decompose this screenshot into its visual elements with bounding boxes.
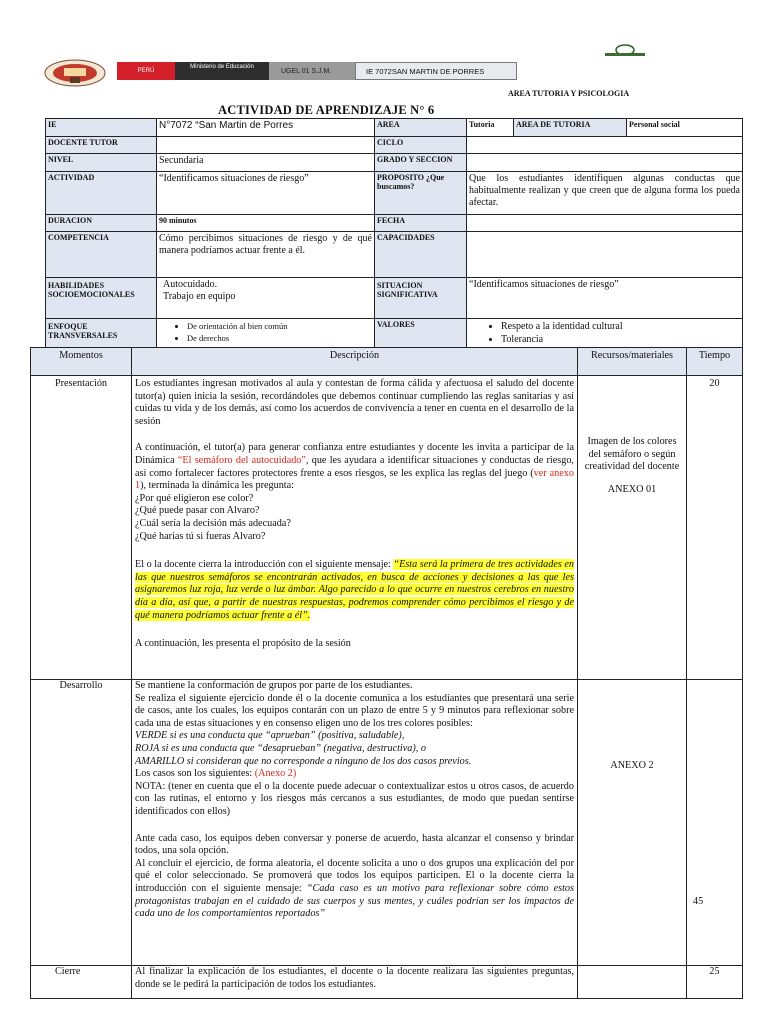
desarrollo-p3: Ante cada caso, los equipos deben conversar y ponerse de acuerdo, hasta alcanzar el consenso y brindar todos, una sola opción. <box>135 832 574 857</box>
institution-emblem-icon <box>604 44 646 58</box>
option-roja: ROJA si es una conducta que “desaprueban” (negativa, destructiva), o <box>135 742 426 754</box>
valores-list <box>466 318 743 348</box>
enfoque-item: • De orientación al bien común <box>187 320 372 332</box>
area-label: AREA <box>374 118 467 137</box>
ministerio-badge: Ministerio de Educación <box>175 62 269 80</box>
area-tutoria-label: AREA DE TUTORIA <box>513 118 627 137</box>
tiempo-cierre: 25 <box>686 965 743 999</box>
actividad-label: ACTIVIDAD <box>45 171 157 215</box>
habilidad-item: Autocuidado. <box>163 279 218 290</box>
recursos-presentacion <box>577 375 687 680</box>
header-descripcion: Descripción <box>131 347 578 376</box>
ciclo-label: CICLO <box>374 136 467 154</box>
momento-presentacion: Presentación <box>30 375 132 680</box>
proposito-label: PROPOSITO ¿Que buscamos? <box>374 171 467 215</box>
situacion-label: SITUACION SIGNIFICATIVA <box>374 277 467 319</box>
area-value: Tutoria <box>466 118 514 137</box>
header-momentos: Momentos <box>30 347 132 376</box>
ugel-badge: UGEL 01 S.J.M. <box>269 62 355 80</box>
recursos-desarrollo <box>577 679 687 966</box>
casos-line: Los casos son los siguientes: (Anexo 2) <box>135 768 297 780</box>
docente-label: DOCENTE TUTOR <box>45 136 157 154</box>
habilidad-item: Trabajo en equipo <box>163 291 236 302</box>
docente-value <box>156 136 375 154</box>
header-recursos: Recursos/materiales <box>577 347 687 376</box>
valor-item: • Respeto a la identidad cultural <box>501 320 740 333</box>
area-heading: AREA TUTORIA Y PSICOLOGIA <box>508 89 630 98</box>
anexo-2: ANEXO 2 <box>610 760 654 771</box>
header-tiempo: Tiempo <box>686 347 743 376</box>
recursos-cierre <box>577 965 687 999</box>
presentacion-p1: Los estudiantes ingresan motivados al aula y contestan de forma cálida y afectuosa el saludo del docente tutor(a) quien inicia la sesión, recordándoles que debemos continuar cumpliendo las reglas sanitarias y así cuidas tu vida y de los demás, así como los acuerdos de convivencia a tener en cuenta en el desarrollo de la sesión <box>135 378 574 427</box>
descripcion-desarrollo <box>131 679 578 966</box>
fecha-value <box>466 214 743 232</box>
duracion-value: 90 minutos <box>156 214 375 232</box>
enfoque-item: • De derechos <box>187 332 372 344</box>
nota: NOTA: (tener en cuenta que el o la docente puede adecuar o contextualizar estos u otros casos, de acuerdo con las rutinas, el entorno y los riesgos más cercanos a sus estudiantes, de modo que puedan sentirse identificados con ellos) <box>135 780 574 817</box>
question-4: ¿Qué harías tú si fueras Alvaro? <box>135 530 266 542</box>
question-3: ¿Cuál sería la decisión más adecuada? <box>135 517 291 529</box>
recursos-text: Imagen de los colores del semáforo o según creatividad del docente <box>584 436 680 473</box>
presentacion-p2: A continuación, el tutor(a) para generar confianza entre estudiantes y docente les invita a participar de la Dinámica “El semáforo del autocuidado”, que les ayudara a identificar situaciones y conductas de riesgo, así como fortalecer factores protectores frente a esos riesgos, se les explica las reglas del juego (ver anexo 1), terminada la dinámica les pregunta: <box>135 442 574 492</box>
desarrollo-p4: Al concluir el ejercicio, de forma aleatoria, el docente solicita a uno o dos grupos una explicación del por qué el color seleccionado. Se promoverá que todos los equipos participen. El o la docente cierra la introducción con el siguiente mensaje: “Cada caso es un motivo para reflexionar sobre cómo estos protagonistas trabajan en el cuidado de sus cuerpos y sus mentes, y cuáles podrían ser los impactos de cada uno de los comportamientos reportados” <box>135 857 574 920</box>
nivel-value: Secundaria <box>156 153 375 172</box>
school-crest-icon <box>44 58 106 88</box>
presentacion-p3: El o la docente cierra la introducción con el siguiente mensaje: “Esta será la primera de tres actividades en las que nuestros semáforos se encontrarán activados, en busca de acciones y decisiones a las que les asignaremos luz roja, luz verde o luz ámbar. Algo parecido a lo que ocurre en nuestros cerebros en nuestro día a día, así que, a partir de nuestras respuestas, podremos comprender cómo percibimos el riesgo y de qué manera podríamos actuar frente a él”. <box>135 559 574 621</box>
anexo-01: ANEXO 01 <box>607 483 657 495</box>
option-verde: VERDE si es una conducta que “aprueban” (positiva, saludable), <box>135 730 405 742</box>
nivel-label: NIVEL <box>45 153 157 172</box>
tiempo-desarrollo <box>686 679 743 966</box>
situacion-value: “Identificamos situaciones de riesgo” <box>466 277 743 319</box>
competencia-value: Cómo percibimos situaciones de riesgo y de qué manera podríamos actuar frente a él. <box>156 231 375 278</box>
duracion-label: DURACION <box>45 214 157 232</box>
valor-item: • Tolerancia <box>501 333 740 346</box>
peru-badge: PERÚ <box>117 62 175 80</box>
question-1: ¿Por qué eligieron ese color? <box>135 492 254 504</box>
valores-label: VALORES <box>374 318 467 348</box>
capacidades-value <box>466 231 743 278</box>
desarrollo-p1: Se mantiene la conformación de grupos por parte de los estudiantes. <box>135 680 413 691</box>
descripcion-presentacion <box>131 375 578 680</box>
fecha-label: FECHA <box>374 214 467 232</box>
habilidades-value <box>156 277 375 319</box>
page-title: ACTIVIDAD DE APRENDIZAJE N° 6 <box>218 103 435 117</box>
enfoque-label: ENFOQUE TRANSVERSALES <box>45 318 157 348</box>
ie-badge: IE 7072SAN MARTIN DE PORRES <box>355 62 517 80</box>
grado-value <box>466 153 743 172</box>
option-amarillo: AMARILLO si consideran que no corresponde a ninguno de los dos casos previos. <box>135 755 472 767</box>
desarrollo-p2: Se realiza el siguiente ejercicio donde él o la docente comunica a los estudiantes que presentará una serie de casos, ante los cuales, los equipos contarán con un plazo de entre 5 y 9 minutos para reflexionar sobre cada una de estas situaciones y en consenso eligen uno de los tres colores posibles: <box>135 692 574 729</box>
question-2: ¿Qué puede pasar con Alvaro? <box>135 505 260 517</box>
momento-cierre: Cierre <box>30 965 132 999</box>
actividad-value: “Identificamos situaciones de riesgo” <box>156 171 375 215</box>
ciclo-value <box>466 136 743 154</box>
tiempo-presentacion: 20 <box>686 375 743 680</box>
ie-value: N°7072 “San Martin de Porres <box>156 118 375 137</box>
capacidades-label: CAPACIDADES <box>374 231 467 278</box>
descripcion-cierre: Al finalizar la explicación de los estudiantes, el docente o la docente realizara las siguientes preguntas, donde se le pedirá la participación de todos los estudiantes. <box>131 965 578 999</box>
presentacion-p4: A continuación, les presenta el propósito de la sesión <box>135 638 351 650</box>
enfoque-list <box>156 318 375 348</box>
competencia-label: COMPETENCIA <box>45 231 157 278</box>
momento-desarrollo: Desarrollo <box>30 679 132 966</box>
area-tutoria-value: Personal social <box>626 118 743 137</box>
proposito-value: Que los estudiantes identifiquen algunas conductas que habitualmente realizan y que creen que de alguna forma los pueda afectar. <box>466 171 743 215</box>
ie-label: IE <box>45 118 157 137</box>
tiempo-desarrollo-value: 45 <box>693 896 704 907</box>
habilidades-label: HABILIDADES SOCIOEMOCIONALES <box>45 277 157 319</box>
grado-label: GRADO Y SECCION <box>374 153 467 172</box>
